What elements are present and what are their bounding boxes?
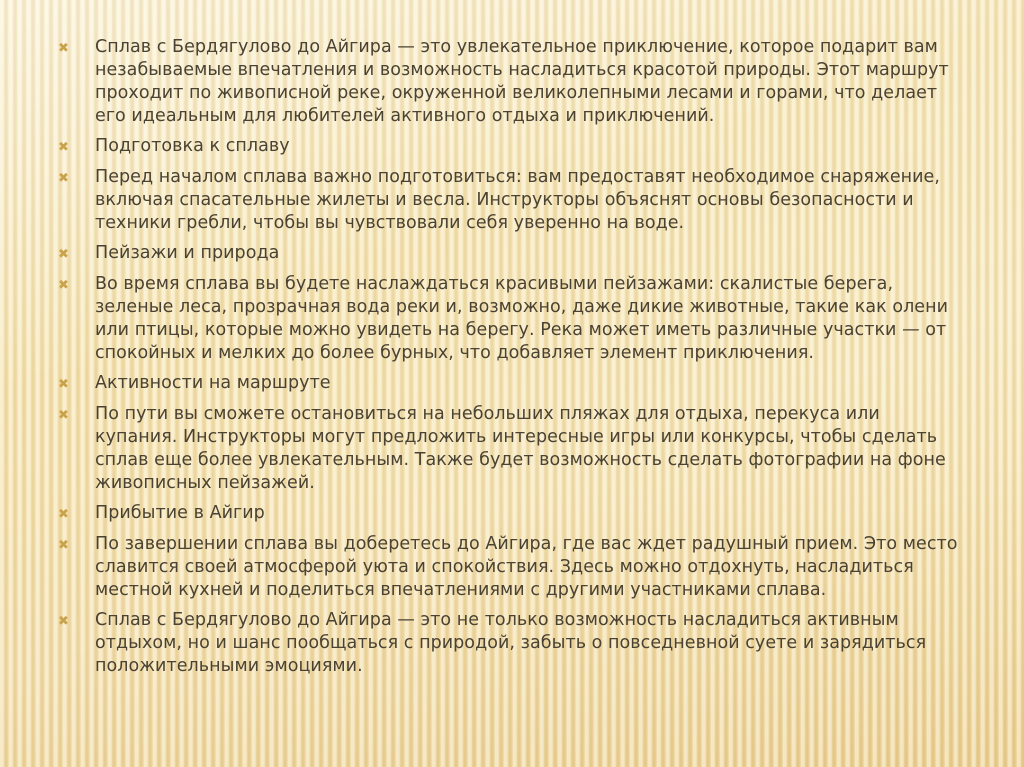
bullet-item bbox=[58, 533, 958, 602]
bullet-text: Во время сплава вы будете наслаждаться красивыми пейзажами: скалистые берега, зеленые леса, прозрачная вода реки и, возможно, даже дикие животные, такие как олени или птицы, которые можно увидеть на берегу. Река может иметь различные участки — от спокойных и мелких до более бурных, что добавляет элемент приключения. bbox=[95, 274, 949, 363]
bullet-text: По завершении сплава вы доберетесь до Айгира, где вас ждет радушный прием. Это место славится своей атмосферой уюта и спокойствия. Здесь можно отдохнуть, насладиться местной кухней и поделиться впечатлениями с другими участниками сплава. bbox=[95, 534, 958, 600]
bullet-marker-icon: ✖ bbox=[58, 538, 69, 553]
bullet-text: Подготовка к сплаву bbox=[95, 135, 290, 156]
bullet-marker-icon: ✖ bbox=[58, 408, 69, 423]
bullet-item bbox=[58, 403, 958, 495]
bullet-item bbox=[58, 502, 958, 527]
bullet-item bbox=[58, 372, 958, 397]
bullet-text: Активности на маршруте bbox=[95, 372, 331, 393]
bullet-marker-icon: ✖ bbox=[58, 613, 69, 629]
bullet-item bbox=[58, 135, 958, 160]
bullet-marker-icon: ✖ bbox=[58, 246, 69, 262]
bullet-marker-icon: ✖ bbox=[58, 171, 69, 186]
bullet-item bbox=[58, 36, 958, 128]
bullet-text: Сплав с Бердягулово до Айгира — это не только возможность насладиться активным отдыхом, но и шанс пообщаться с природой, забыть о повседневной суете и зарядиться положительными эмоциями. bbox=[95, 609, 927, 676]
bullet-text: Сплав с Бердягулово до Айгира — это увлекательное приключение, которое подарит вам незабываемые впечатления и возможность насладиться красотой природы. Этот маршрут проходит по живописной реке, окруженной великолепными лесами и горами, что делает его идеальным для любителей активного отдыха и приключений. bbox=[95, 37, 949, 126]
bullet-list bbox=[58, 36, 958, 684]
bullet-marker-icon: ✖ bbox=[58, 506, 69, 522]
bullet-item bbox=[58, 242, 958, 267]
bullet-marker-icon: ✖ bbox=[58, 376, 69, 392]
bullet-item bbox=[58, 609, 958, 678]
bullet-marker-icon: ✖ bbox=[58, 41, 69, 56]
bullet-text: По пути вы сможете остановиться на небольших пляжах для отдыха, перекуса или купания. Инструкторы могут предложить интересные игры или конкурсы, чтобы сделать сплав еще более увлекательным. Также будет возможность сделать фотографии на фоне живописных пейзажей. bbox=[95, 404, 946, 493]
bullet-item bbox=[58, 273, 958, 365]
bullet-text: Перед началом сплава важно подготовиться: вам предоставят необходимое снаряжение, включая спасательные жилеты и весла. Инструкторы объяснят основы безопасности и техники гребли, чтобы вы чувствовали себя уверенно на воде. bbox=[95, 167, 940, 233]
bullet-text: Пейзажи и природа bbox=[95, 242, 280, 263]
bullet-marker-icon: ✖ bbox=[58, 139, 69, 155]
bullet-text: Прибытие в Айгир bbox=[95, 502, 265, 523]
bullet-marker-icon: ✖ bbox=[58, 278, 69, 293]
bullet-item bbox=[58, 166, 958, 235]
